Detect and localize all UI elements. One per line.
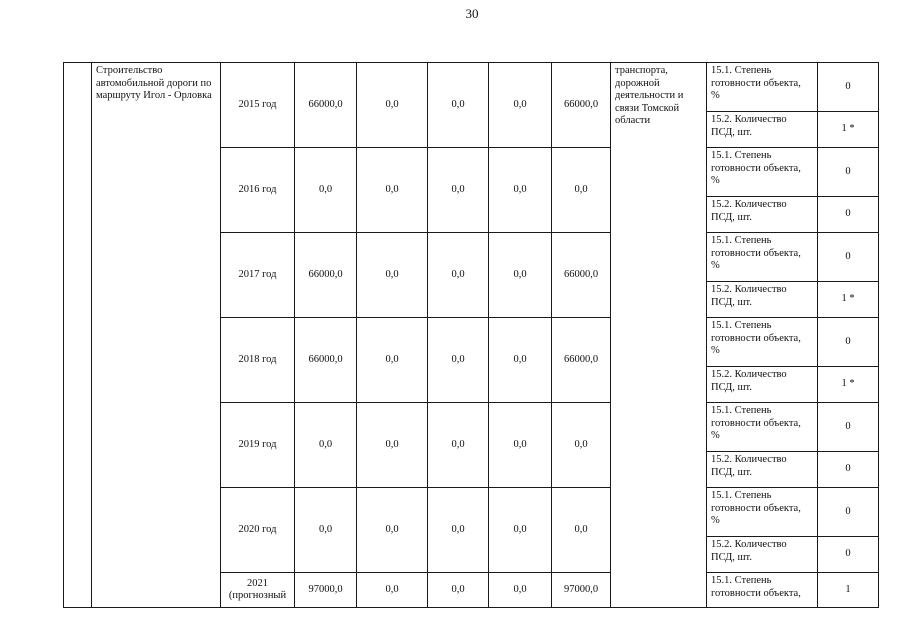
amount-cell: 0,0 <box>428 233 489 318</box>
responsible-org-cell: транспорта, дорожной деятельности и связи Томской области <box>611 63 707 608</box>
indicator-value-cell: 0 <box>818 148 879 197</box>
amount-cell: 0,0 <box>357 403 428 488</box>
year-cell: 2021 (прогнозный <box>221 573 295 608</box>
amount-cell: 0,0 <box>357 488 428 573</box>
indicator-name-cell: 15.2. Количество ПСД, шт. <box>707 452 818 488</box>
year-cell: 2016 год <box>221 148 295 233</box>
indicator-value-cell: 0 <box>818 318 879 367</box>
indicator-name-cell: 15.1. Степень готовности объекта, % <box>707 488 818 537</box>
indicator-value-cell: 1 * <box>818 367 879 403</box>
indicator-name-cell: 15.1. Степень готовности объекта, % <box>707 148 818 197</box>
year-cell: 2018 год <box>221 318 295 403</box>
amount-cell: 0,0 <box>489 148 552 233</box>
indicator-value-cell: 1 * <box>818 282 879 318</box>
year-cell: 2020 год <box>221 488 295 573</box>
amount-cell: 97000,0 <box>552 573 611 608</box>
amount-cell: 66000,0 <box>552 318 611 403</box>
page-number: 30 <box>465 6 479 21</box>
amount-cell: 0,0 <box>428 63 489 148</box>
indicator-name-cell: 15.1. Степень готовности объекта, % <box>707 233 818 282</box>
indicator-name-cell: 15.1. Степень готовности объекта, % <box>707 318 818 367</box>
indicator-name-cell: 15.2. Количество ПСД, шт. <box>707 197 818 233</box>
amount-cell: 0,0 <box>489 403 552 488</box>
year-cell: 2015 год <box>221 63 295 148</box>
indicator-value-cell: 0 <box>818 233 879 282</box>
year-cell: 2017 год <box>221 233 295 318</box>
indicator-name-cell: 15.1. Степень готовности объекта, <box>707 573 818 608</box>
indicator-name-cell: 15.2. Количество ПСД, шт. <box>707 537 818 573</box>
amount-cell: 0,0 <box>357 573 428 608</box>
indicator-value-cell: 0 <box>818 537 879 573</box>
amount-cell: 97000,0 <box>295 573 357 608</box>
amount-cell: 0,0 <box>489 488 552 573</box>
program-table <box>63 62 879 608</box>
table-row <box>64 63 879 112</box>
amount-cell: 0,0 <box>489 318 552 403</box>
indicator-value-cell: 0 <box>818 403 879 452</box>
amount-cell: 66000,0 <box>552 233 611 318</box>
amount-cell: 66000,0 <box>552 63 611 148</box>
amount-cell: 0,0 <box>552 148 611 233</box>
amount-cell: 0,0 <box>428 318 489 403</box>
indicator-name-cell: 15.2. Количество ПСД, шт. <box>707 112 818 148</box>
indicator-value-cell: 0 <box>818 63 879 112</box>
amount-cell: 0,0 <box>552 403 611 488</box>
amount-cell: 0,0 <box>428 573 489 608</box>
amount-cell: 0,0 <box>428 488 489 573</box>
indicator-name-cell: 15.1. Степень готовности объекта, % <box>707 403 818 452</box>
amount-cell: 0,0 <box>428 148 489 233</box>
amount-cell: 0,0 <box>428 403 489 488</box>
indicator-name-cell: 15.1. Степень готовности объекта, % <box>707 63 818 112</box>
amount-cell: 0,0 <box>552 488 611 573</box>
amount-cell: 0,0 <box>489 233 552 318</box>
indicator-name-cell: 15.2. Количество ПСД, шт. <box>707 367 818 403</box>
amount-cell: 66000,0 <box>295 63 357 148</box>
indicator-value-cell: 1 * <box>818 112 879 148</box>
amount-cell: 0,0 <box>357 148 428 233</box>
indicator-value-cell: 1 <box>818 573 879 608</box>
amount-cell: 0,0 <box>357 63 428 148</box>
amount-cell: 66000,0 <box>295 318 357 403</box>
amount-cell: 0,0 <box>357 233 428 318</box>
amount-cell: 0,0 <box>295 488 357 573</box>
indicator-value-cell: 0 <box>818 452 879 488</box>
empty-cell <box>64 63 92 608</box>
amount-cell: 0,0 <box>295 403 357 488</box>
amount-cell: 0,0 <box>489 63 552 148</box>
amount-cell: 66000,0 <box>295 233 357 318</box>
indicator-value-cell: 0 <box>818 197 879 233</box>
year-cell: 2019 год <box>221 403 295 488</box>
project-name-cell: Строительство автомобильной дороги по маршруту Игол - Орловка <box>92 63 221 608</box>
amount-cell: 0,0 <box>357 318 428 403</box>
indicator-value-cell: 0 <box>818 488 879 537</box>
indicator-name-cell: 15.2. Количество ПСД, шт. <box>707 282 818 318</box>
amount-cell: 0,0 <box>489 573 552 608</box>
amount-cell: 0,0 <box>295 148 357 233</box>
